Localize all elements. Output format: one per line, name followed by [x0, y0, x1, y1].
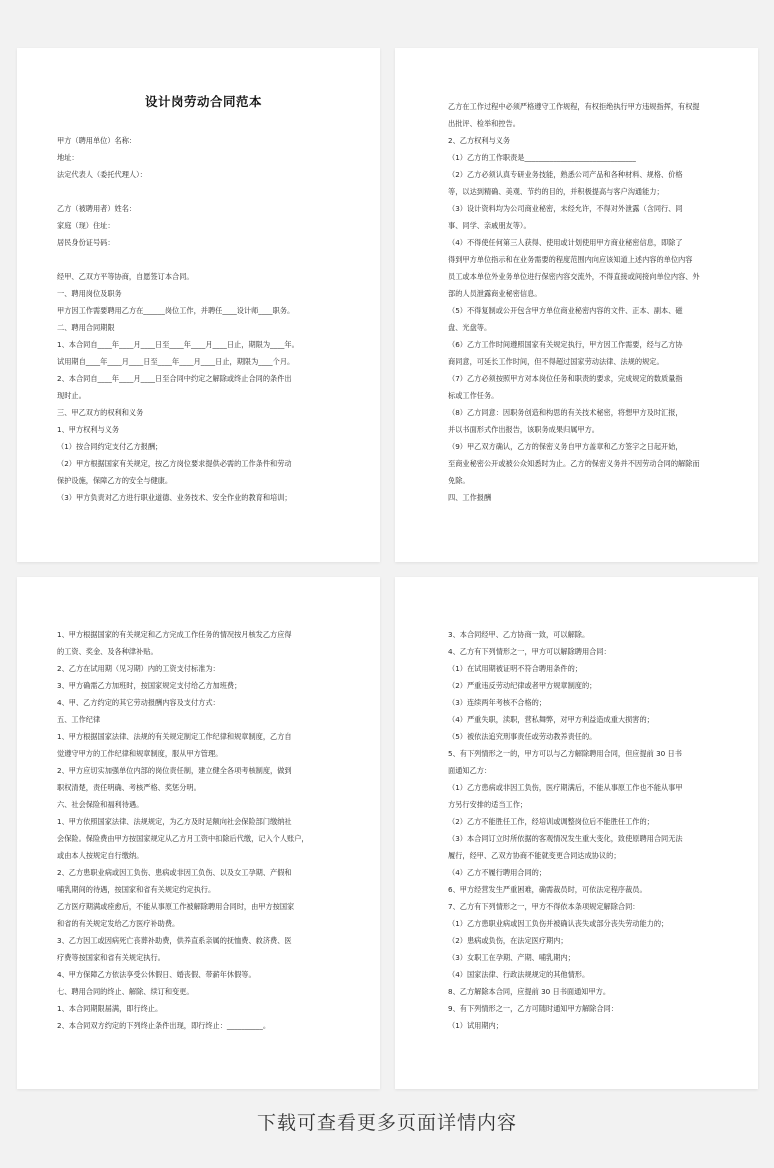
- document-line: 1、甲方根据国家的有关规定和乙方完成工作任务的情况按月核发乙方应得: [57, 630, 292, 639]
- document-line: 试用期自____年____月____日至____年____月____日止，期限为____个月。: [57, 357, 295, 366]
- document-line: 得到甲方单位指示和在业务需要的程度范围内向应该知道上述内容的单位内容: [448, 255, 693, 264]
- document-line: 8、乙方解除本合同，应提前 30 日书面通知甲方。: [448, 987, 611, 996]
- document-line: 1、甲方依照国家法律、法规规定，为乙方及时足额向社会保险部门缴纳社: [57, 817, 292, 826]
- document-line: 四、工作报酬: [448, 493, 492, 502]
- document-line: （1）乙方患职业病或因工负伤并被确认丧失或部分丧失劳动能力的；: [448, 919, 669, 928]
- document-line: 面通知乙方：: [448, 766, 492, 775]
- document-line: [57, 251, 350, 268]
- document-line: 2、本合同双方约定的下列终止条件出现，即行终止：__________。: [57, 1021, 271, 1030]
- document-line: （4）乙方不履行聘用合同的；: [448, 868, 547, 877]
- document-line: 7、乙方有下列情形之一，甲方不得依本条项规定解除合同：: [448, 902, 640, 911]
- document-line: 甲方因工作需要聘用乙方在______岗位工作，并聘任____设计师____职务。: [57, 306, 295, 315]
- document-line: 至商业秘密公开或被公众知悉时为止。乙方的保密义务并不因劳动合同的解除而: [448, 459, 700, 468]
- document-line: （3）连续两年考核不合格的；: [448, 698, 547, 707]
- document-line: （2）乙方必须认真专研业务技能，熟悉公司产品和各种材料、规格、价格: [448, 170, 683, 179]
- document-line: 3、乙方因工或因病死亡丧葬补助费，供养直系亲属的抚恤费、救济费、医: [57, 936, 292, 945]
- document-line: 4、甲、乙方约定的其它劳动报酬内容及支付方式：: [57, 698, 220, 707]
- document-line: 4、甲方保障乙方依法享受公休假日、婚丧假、带薪年休假等。: [57, 970, 256, 979]
- document-line: 员工或本单位外业务单位进行保密内容交流外，不得直接或间接向单位内容、外: [448, 272, 700, 281]
- document-page-2: [395, 48, 758, 562]
- document-line: （5）被依法追究刑事责任或劳动教养责任的。: [448, 732, 597, 741]
- document-line: （4）国家法律、行政法规规定的其他情形。: [448, 970, 590, 979]
- document-line: （7）乙方必须按照甲方对本岗位任务和职责的要求，完成规定的数质量指: [448, 374, 683, 383]
- document-line: （2）患病或负伤，在法定医疗期内；: [448, 936, 568, 945]
- document-line: 免除。: [448, 476, 470, 485]
- document-line: 商同意，可延长工作时间，但不得超过国家劳动法律、法规的规定。: [448, 357, 664, 366]
- download-more-prompt[interactable]: 下载可查看更多页面详情内容: [256, 1112, 517, 1134]
- document-line: 标或工作任务。: [448, 391, 499, 400]
- page-1-body: [57, 132, 350, 506]
- document-line: （1）乙方的工作职责是_______________________________: [448, 153, 636, 162]
- document-line: 疗费等按国家和省有关规定执行。: [57, 953, 165, 962]
- document-line: 家庭（现）住址：: [57, 221, 115, 230]
- document-line: 1、甲方根据国家法律、法规的有关规定制定工作纪律和规章制度，乙方自: [57, 732, 292, 741]
- document-line: （3）甲方负责对乙方进行职业道德、业务技术、安全作业的教育和培训；: [57, 493, 292, 502]
- document-line: 6、甲方经营发生严重困难，确需裁员时，可依法定程序裁员。: [448, 885, 647, 894]
- document-line: 出批评、检举和控告。: [448, 119, 520, 128]
- document-line: 三、甲乙双方的权利和义务: [57, 408, 144, 417]
- document-line: 2、甲方应切实加强单位内部的岗位责任制，建立健全各项考核制度，做到: [57, 766, 292, 775]
- page-4-body: [448, 626, 728, 1034]
- document-line: 经甲、乙双方平等协商，自愿签订本合同。: [57, 272, 194, 281]
- document-line: 3、甲方确需乙方加班时，按国家规定支付给乙方加班费；: [57, 681, 242, 690]
- document-line: （3）女职工在孕期、产期、哺乳期内；: [448, 953, 575, 962]
- document-line: 现时止。: [57, 391, 86, 400]
- document-line: 法定代表人（委托代理人）：: [57, 170, 147, 179]
- document-title: 设计岗劳动合同范本: [144, 94, 262, 109]
- document-line: 2、乙方患职业病或因工负伤、患病或非因工负伤、以及女工孕期、产假和: [57, 868, 292, 877]
- document-line: （8）乙方同意：因职务创造和构思的有关技术秘密，将想甲方及时汇报，: [448, 408, 683, 417]
- document-line: （3）设计资料均为公司商业秘密，未经允许，不得对外泄露（含同行、同: [448, 204, 683, 213]
- document-line: （1）按合同约定支付乙方报酬；: [57, 442, 163, 451]
- document-line: 一、聘用岗位及职务: [57, 289, 122, 298]
- document-line: 2、本合同自____年____月____日至合同中约定之解除或终止合同的条件出: [57, 374, 292, 383]
- document-line: 甲方（聘用单位）名称：: [57, 136, 137, 145]
- document-line: 并以书面形式作出报告，该职务成果归属甲方。: [448, 425, 599, 434]
- document-line: （5）不得复制或公开包含甲方单位商业秘密内容的文件、正本、副本、磁: [448, 306, 683, 315]
- document-line: 盘、光盘等。: [448, 323, 492, 332]
- document-page-4: [395, 577, 758, 1089]
- document-line: 9、有下列情形之一，乙方可随时通知甲方解除合同：: [448, 1004, 618, 1013]
- document-line: （1）乙方患病或非因工负伤，医疗期满后，不能从事原工作也不能从事甲: [448, 783, 683, 792]
- document-line: 哺乳期间的待遇，按国家和省有关规定约定执行。: [57, 885, 216, 894]
- document-line: 或由本人按规定自行缴纳。: [57, 851, 144, 860]
- document-line: （2）严重违反劳动纪律或者甲方规章制度的；: [448, 681, 597, 690]
- document-line: 4、乙方有下列情形之一，甲方可以解除聘用合同：: [448, 647, 611, 656]
- document-line: 保护设施，保障乙方的安全与健康。: [57, 476, 173, 485]
- document-line: 部的人员泄露商业秘密信息。: [448, 289, 542, 298]
- document-line: 3、本合同经甲、乙方协商一致，可以解除。: [448, 630, 590, 639]
- document-line: 2、乙方在试用期（见习期）内的工资支付标准为：: [57, 664, 220, 673]
- document-line: 二、聘用合同期限: [57, 323, 115, 332]
- document-line: （4）严重失职，渎职，营私舞弊，对甲方利益造成重大损害的；: [448, 715, 654, 724]
- page-2-body: [448, 98, 728, 506]
- document-line: 2、乙方权利与义务: [448, 136, 511, 145]
- document-line: 1、本合同自____年____月____日至____年____月____日止，期限为____年。: [57, 340, 299, 349]
- document-line: 六、社会保险和福利待遇。: [57, 800, 144, 809]
- document-line: 觉遵守甲方的工作纪律和规章制度，服从甲方管理。: [57, 749, 223, 758]
- document-line: [57, 183, 350, 200]
- document-page-3: [17, 577, 380, 1089]
- document-line: 居民身份证号码：: [57, 238, 115, 247]
- document-line: 会保险。保险费由甲方按国家规定从乙方月工资中扣除后代缴，记入个人账户，: [57, 834, 309, 843]
- document-page-1: [17, 48, 380, 562]
- document-line: 方另行安排的适当工作；: [448, 800, 528, 809]
- document-line: （6）乙方工作时间遵照国家有关规定执行，甲方因工作需要，经与乙方协: [448, 340, 683, 349]
- document-line: （9）甲乙双方确认，乙方的保密义务自甲方盖章和乙方签字之日起开始，: [448, 442, 683, 451]
- document-line: 履行，经甲、乙双方协商不能就变更合同达成协议的；: [448, 851, 621, 860]
- document-line: 的工资、奖金、及各种津补贴。: [57, 647, 158, 656]
- document-line: 等，以达到精确、美观、节约的目的，并积极提高与客户沟通能力；: [448, 187, 664, 196]
- document-line: 1、甲方权利与义务: [57, 425, 120, 434]
- document-line: 5、有下列情形之一的，甲方可以与乙方解除聘用合同，但应提前 30 日书: [448, 749, 682, 758]
- document-line: （1）在试用期被证明不符合聘用条件的；: [448, 664, 582, 673]
- document-line: 七、聘用合同的终止、解除、续订和变更。: [57, 987, 194, 996]
- document-line: 乙方（被聘用者）姓名：: [57, 204, 137, 213]
- document-line: （4）不得使任何第三人获得、使用或计划使用甲方商业秘密信息，即除了: [448, 238, 683, 247]
- document-line: 1、本合同期限届满，即行终止。: [57, 1004, 163, 1013]
- document-line: 和省的有关规定发给乙方医疗补助费。: [57, 919, 180, 928]
- document-line: 五、工作纪律: [57, 715, 101, 724]
- document-line: （2）甲方根据国家有关规定，按乙方岗位要求提供必需的工作条件和劳动: [57, 459, 292, 468]
- document-line: （3）本合同订立时所依据的客观情况发生重大变化，致使原聘用合同无法: [448, 834, 683, 843]
- document-line: 事、同学、亲戚朋友等）。: [448, 221, 531, 230]
- page-3-body: [57, 626, 350, 1034]
- document-line: 乙方医疗期满或痊愈后，不能从事原工作被解除聘用合同时，由甲方按国家: [57, 902, 295, 911]
- document-line: 职权清楚，责任明确、考核严格、奖惩分明。: [57, 783, 201, 792]
- document-line: 地址：: [57, 153, 79, 162]
- document-line: 乙方在工作过程中必须严格遵守工作规程，有权拒绝执行甲方违规指挥，有权提: [448, 102, 700, 111]
- document-line: （2）乙方不能胜任工作，经培训或调整岗位后不能胜任工作的；: [448, 817, 654, 826]
- document-line: （1）试用期内；: [448, 1021, 503, 1030]
